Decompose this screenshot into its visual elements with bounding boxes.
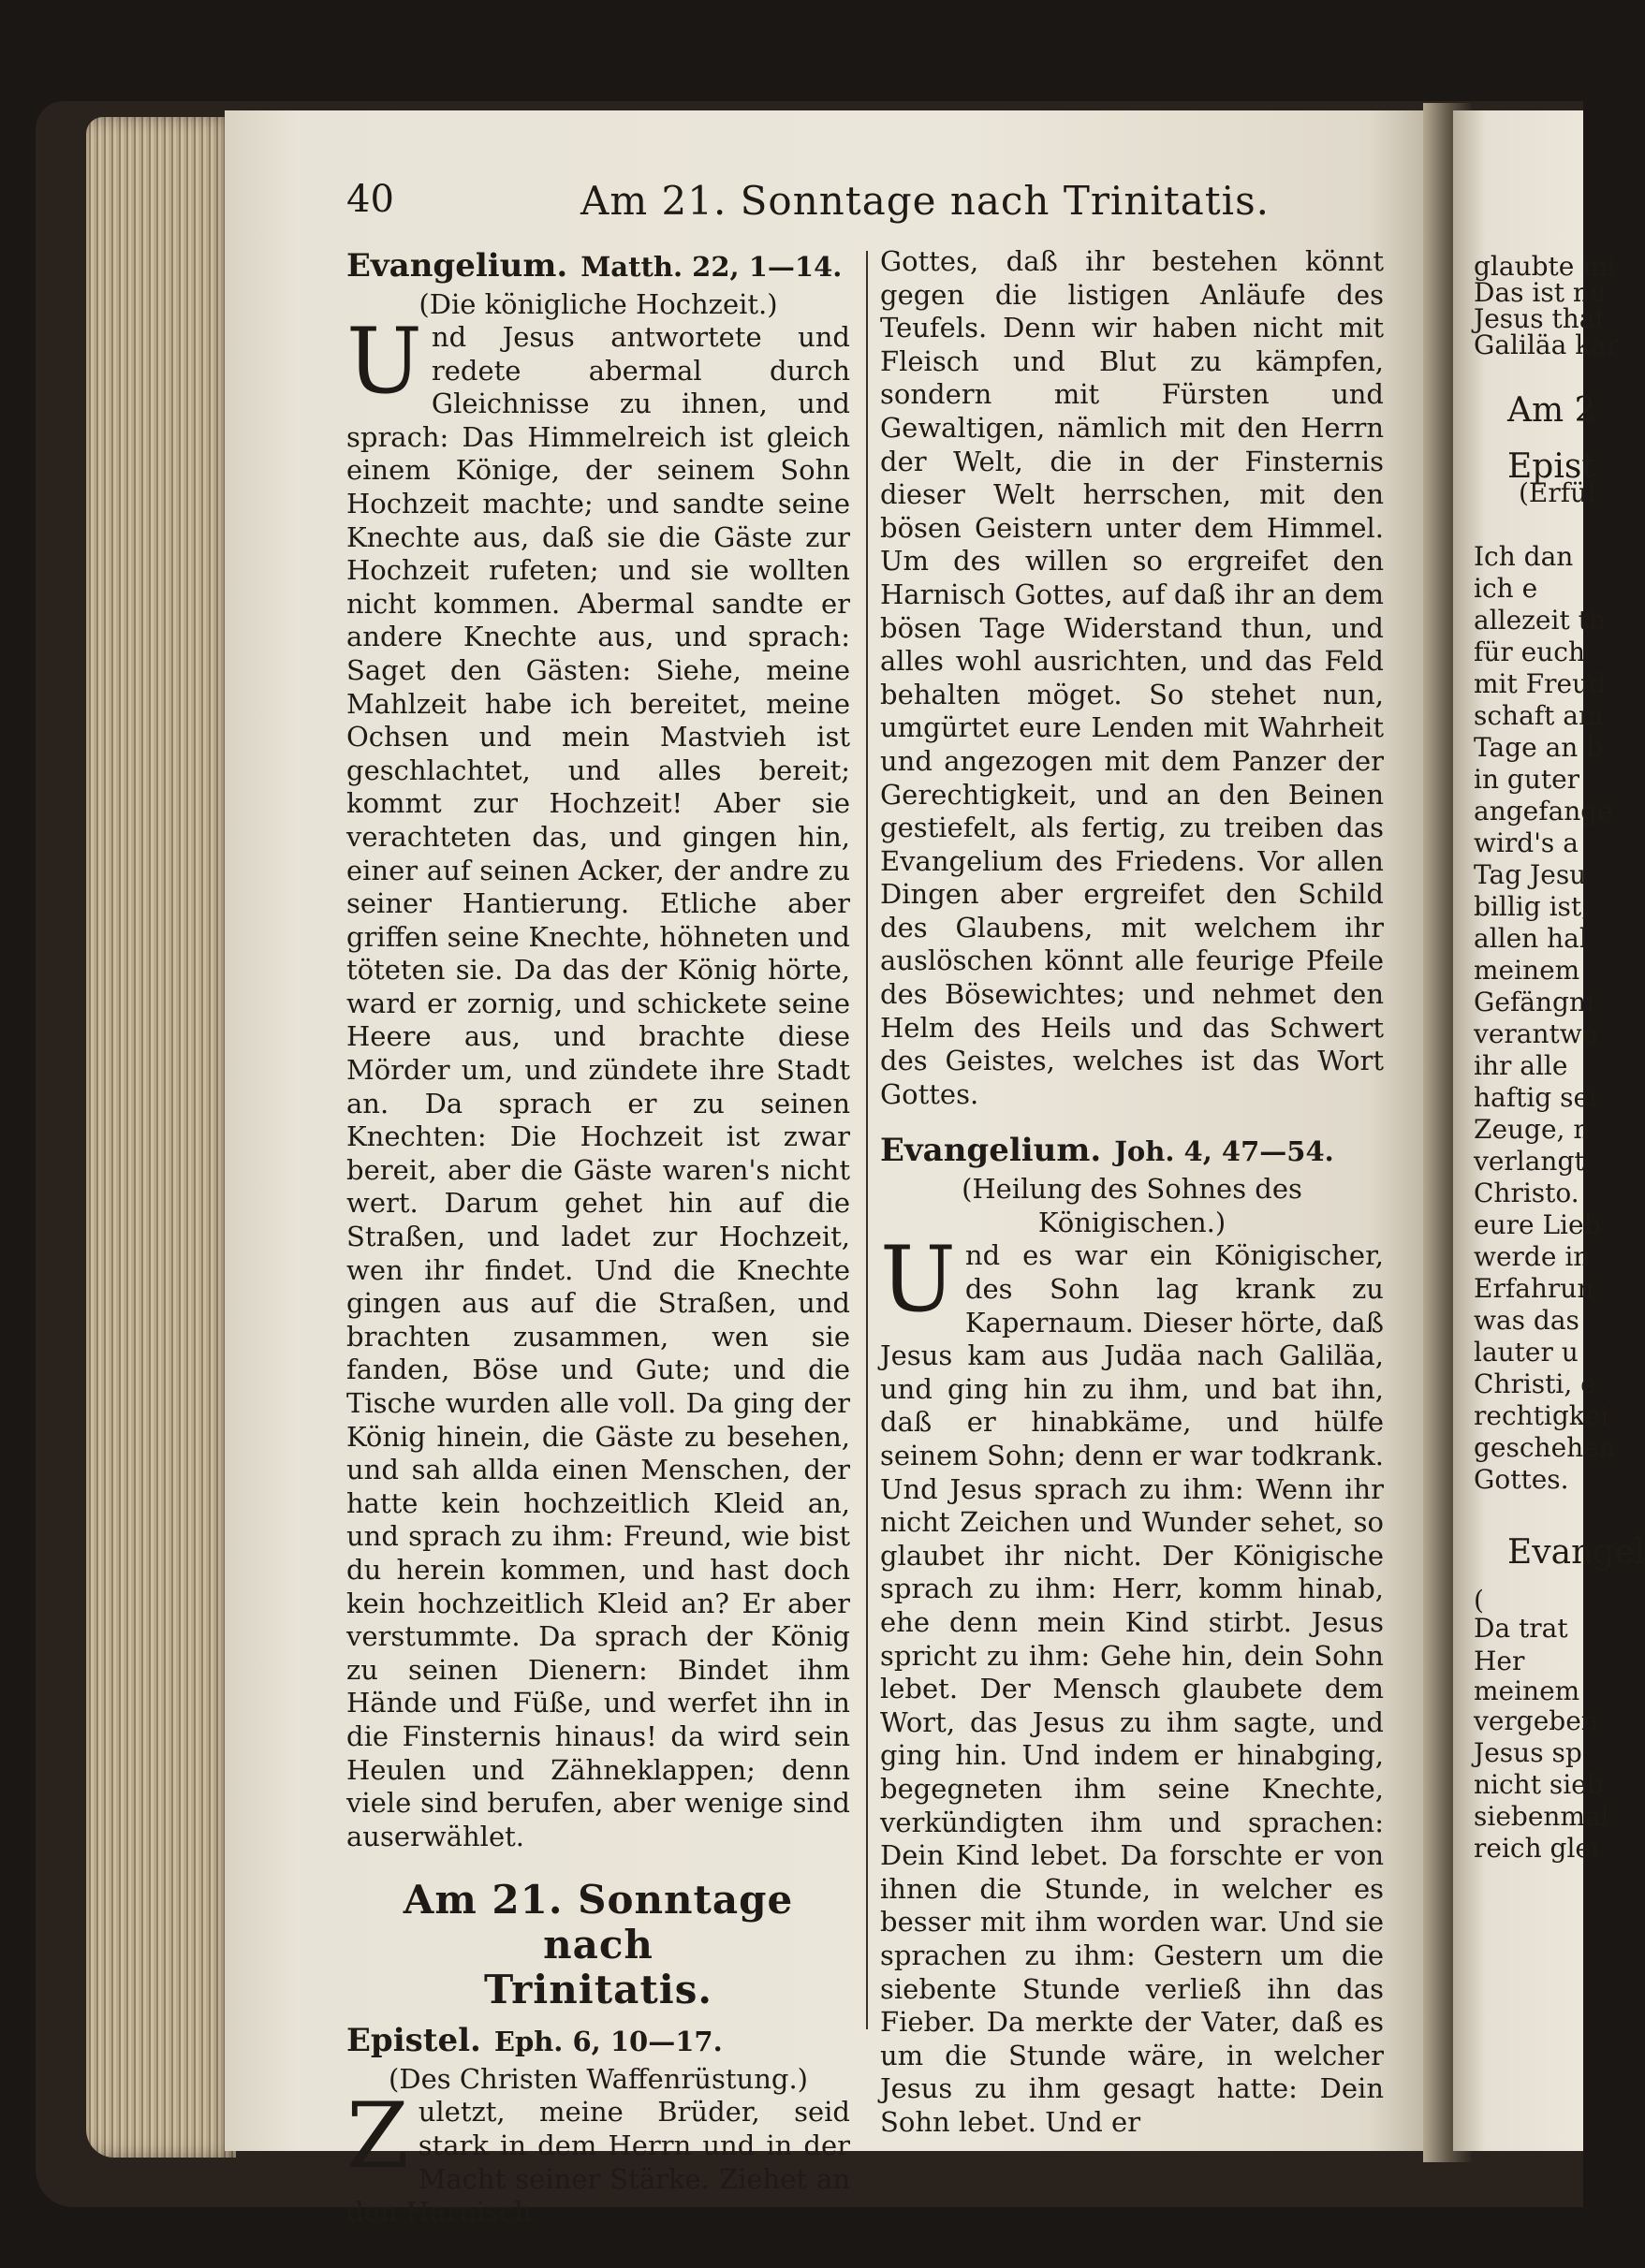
next-page-line: Jesus that bbox=[1474, 303, 1606, 334]
epistle-title-text: Epistel. bbox=[346, 2022, 481, 2060]
epistle-reference: Eph. 6, 10—17. bbox=[493, 2026, 723, 2058]
next-page-line: ihr alle bbox=[1474, 1050, 1568, 1081]
column-divider bbox=[866, 251, 868, 2029]
next-page bbox=[1453, 110, 1645, 2151]
next-page-line: (Erfül bbox=[1519, 477, 1596, 508]
epistle-title bbox=[346, 2020, 850, 2062]
dropcap: U bbox=[346, 309, 422, 414]
next-page-line: haftig sei bbox=[1474, 1082, 1598, 1113]
next-page-line: Gottes. bbox=[1474, 1464, 1569, 1495]
gospel-subtitle: (Die königliche Hochzeit.) bbox=[419, 288, 778, 320]
page-number: 40 bbox=[346, 178, 394, 221]
next-page-line: eure Lieb bbox=[1474, 1209, 1601, 1240]
next-page-line: reich glei bbox=[1474, 1833, 1599, 1864]
section-heading-line1: Am 21. Sonntage nach bbox=[403, 1877, 794, 1968]
next-page-line: lauter u bbox=[1474, 1337, 1579, 1368]
gospel-text: nd es war ein Königischer, des Sohn lag krank zu Kapernaum. Dieser hörte, daß Jesus kam aus Judäa nach Galiläa, und ging hin zu ihm, und bat ihn, daß er hinabkäme, und hülfe seinem Sohn; denn er war todkrank. Und Jesus sprach zu ihm: Wenn ihr nicht Zeichen und Wunder sehet, so glaubet ihr nicht. Der Königische sprach zu ihm: Herr, komm hinab, ehe denn mein Kind stirbt. Jesus spricht zu ihm: Gehe hin, dein Sohn lebet. Der Mensch glaubete dem Wort, das Jesus zu ihm sagte, und ging hin. Und indem er hinabging, begegneten ihm seine Knechte, verkündigten ihm und sprachen: Dein Kind lebet. Da forschte er von ihnen die Stunde, in welcher es besser mit ihm worden war. Und sie sprachen zu ihm: Gestern um die siebente Stunde verließ ihn das Fieber. Da merkte der Vater, daß es um die Stunde wäre, in welcher Jesus zu ihm gesagt hatte: Dein Sohn lebet. Und er bbox=[880, 1239, 1384, 2138]
next-page-line: Das ist nu bbox=[1474, 277, 1607, 308]
next-page-line: Zeuge, n bbox=[1474, 1114, 1591, 1145]
next-page-line: werde in bbox=[1474, 1241, 1591, 1272]
next-page-line: Am 2 bbox=[1507, 391, 1596, 430]
next-page-line: für euch bbox=[1474, 637, 1585, 667]
epistle-continued: Gottes, daß ihr bestehen könnt gegen die listigen Anläufe des Teufels. Denn wir haben nicht mit Fleisch und Blut zu kämpfen, sondern mit Fürsten und Gewaltigen, nämlich mit den Herrn der Welt, die in der Finsternis dieser Welt herrschen, mit den bösen Geistern unter dem Himmel. Um des willen so ergreifet den Harnisch Gottes, auf daß ihr an dem bösen Tage Widerstand thun, und alles wohl ausrichten, und das Feld behalten möget. So stehet nun, umgürtet eure Lenden mit Wahrheit und angezogen mit dem Panzer der Gerechtigkeit, und an den Beinen gestiefelt, als fertig, zu treiben das Evangelium des Friedens. Vor allen Dingen aber ergreifet den Schild des Glaubens, mit welchem ihr auslöschen könnt alle feurige Pfeile des Bösewichtes; und nehmet den Helm des Heils und das Schwert des Geistes, welches ist das Wort Gottes. bbox=[880, 245, 1384, 1110]
next-page-line: nicht sieb bbox=[1474, 1769, 1604, 1800]
next-page-line: Tag Jesu bbox=[1474, 859, 1587, 890]
dropcap: U bbox=[880, 1227, 956, 1333]
gospel-paragraph bbox=[346, 309, 850, 1853]
gospel-paragraph bbox=[880, 1227, 1384, 2139]
next-page-line: Jesus sp bbox=[1474, 1737, 1582, 1768]
gospel-title-text: Evangelium. bbox=[880, 1132, 1102, 1170]
next-page-line: Christo. bbox=[1474, 1178, 1579, 1208]
next-page-line: Ich dan bbox=[1474, 541, 1574, 572]
next-page-line: in guter bbox=[1474, 764, 1580, 795]
next-page-line: Erfahrun bbox=[1474, 1273, 1594, 1304]
next-page-line: allezeit th bbox=[1474, 605, 1606, 636]
next-page-line: Christi, e bbox=[1474, 1368, 1596, 1399]
dropcap: Z bbox=[346, 2084, 409, 2189]
epistle-paragraph bbox=[346, 2084, 850, 2229]
gospel-subtitle: (Heilung des Sohnes des Königischen.) bbox=[962, 1173, 1302, 1239]
next-page-line: angefange bbox=[1474, 796, 1613, 827]
gospel-title bbox=[880, 1130, 1384, 1172]
gospel-text: nd Jesus antwortete und redete abermal durch Gleichnisse zu ihnen, und sprach: Das Himmelreich ist gleich einem Könige, der seinem Sohn Hochzeit machte; und sandte seine Knechte aus, daß sie die Gäste zur Hochzeit rufeten; und sie wollten nicht kommen. Abermal sandte er andere Knechte aus, und sprach: Saget den Gästen: Siehe, meine Mahlzeit habe ich bereitet, meine Ochsen und mein Mastvieh ist geschlachtet, und alles bereit; kommt zur Hochzeit! Aber sie verachteten das, und gingen hin, einer auf seinen Acker, der andre zu seiner Hantierung. Etliche aber griffen seine Knechte, höhneten und töteten sie. Da das der König hörte, ward er zornig, und schickete seine Heere aus, und brachte diese Mörder um, und zündete ihre Stadt an. Da sprach er zu seinen Knechten: Die Hochzeit ist zwar bereit, aber die Gäste waren's nicht wert. Darum gehet hin auf die Straßen, und ladet zur Hochzeit, wen ihr findet. Und die Knechte gingen aus auf die Straßen, und brachten zusammen, wen sie fanden, Böse und Gute; und die Tische wurden alle voll. Da ging der König hinein, die Gäste zu besehen, und sah allda einen Menschen, der hatte kein hochzeitlich Kleid an, und sprach zu ihm: Freund, wie bist du herein kommen, und hast doch kein hochzeitlich Kleid an? Er aber verstummte. Da sprach der König zu seinen Dienern: Bindet ihm Hände und Füße, und werfet ihn in die Finsternis hinaus! da wird sein Heulen und Zähneklappen; denn viele sind berufen, aber wenige sind auserwählet. bbox=[346, 321, 850, 1852]
next-page-line: verantwo bbox=[1474, 1018, 1598, 1049]
page-header bbox=[346, 178, 1386, 234]
next-page-line: Da trat bbox=[1474, 1613, 1568, 1644]
next-page-line: meinem bbox=[1474, 955, 1580, 986]
next-page-line: vergeben bbox=[1474, 1705, 1598, 1736]
section-heading bbox=[346, 1878, 850, 2012]
section-gap bbox=[880, 1111, 1384, 1130]
right-column bbox=[880, 245, 1384, 2139]
next-page-line: Evangel bbox=[1507, 1533, 1645, 1572]
next-page-line: Her bbox=[1474, 1646, 1525, 1676]
next-page-line: verlangt bbox=[1474, 1146, 1585, 1177]
next-page-line: meinem bbox=[1474, 1675, 1580, 1706]
next-page-line: schaft am bbox=[1474, 700, 1604, 731]
gospel-reference: Joh. 4, 47—54. bbox=[1114, 1135, 1334, 1168]
next-page-line: billig ist, bbox=[1474, 891, 1591, 922]
next-page-line: mit Freud bbox=[1474, 668, 1606, 699]
next-page-line: Tage an b bbox=[1474, 732, 1604, 763]
next-page-line: Gefängni bbox=[1474, 987, 1594, 1017]
left-column bbox=[346, 245, 850, 2230]
running-head: Am 21. Sonntage nach Trinitatis. bbox=[580, 178, 1270, 224]
page-edge bbox=[86, 117, 236, 2158]
gospel-reference: Matth. 22, 1—14. bbox=[580, 251, 843, 283]
next-page-line: was das bbox=[1474, 1305, 1579, 1336]
epistle-subtitle: (Des Christen Waffenrüstung.) bbox=[389, 2063, 808, 2096]
section-heading-line2: Trinitatis. bbox=[483, 1967, 712, 2013]
next-page-line: allen hal bbox=[1474, 923, 1588, 954]
next-page-line: ich e bbox=[1474, 573, 1538, 604]
next-page-line: glaubte mi bbox=[1474, 251, 1616, 282]
next-page-line: rechtigkei bbox=[1474, 1400, 1609, 1431]
next-page-line: geschehen bbox=[1474, 1432, 1616, 1463]
epistle-text: uletzt, meine Brüder, seid stark in dem Herrn und in der Macht seiner Stärke. Ziehet an den Harnisch bbox=[346, 2096, 850, 2229]
next-page-line: Galiläa kar bbox=[1474, 329, 1620, 360]
next-page-line: Epist bbox=[1507, 447, 1595, 486]
gospel-title-text: Evangelium. bbox=[346, 247, 568, 285]
next-page-line: wird's a bbox=[1474, 827, 1579, 858]
gospel-title bbox=[346, 245, 850, 287]
next-page-line: siebenmal bbox=[1474, 1801, 1609, 1832]
next-page-line: ( bbox=[1474, 1585, 1484, 1616]
